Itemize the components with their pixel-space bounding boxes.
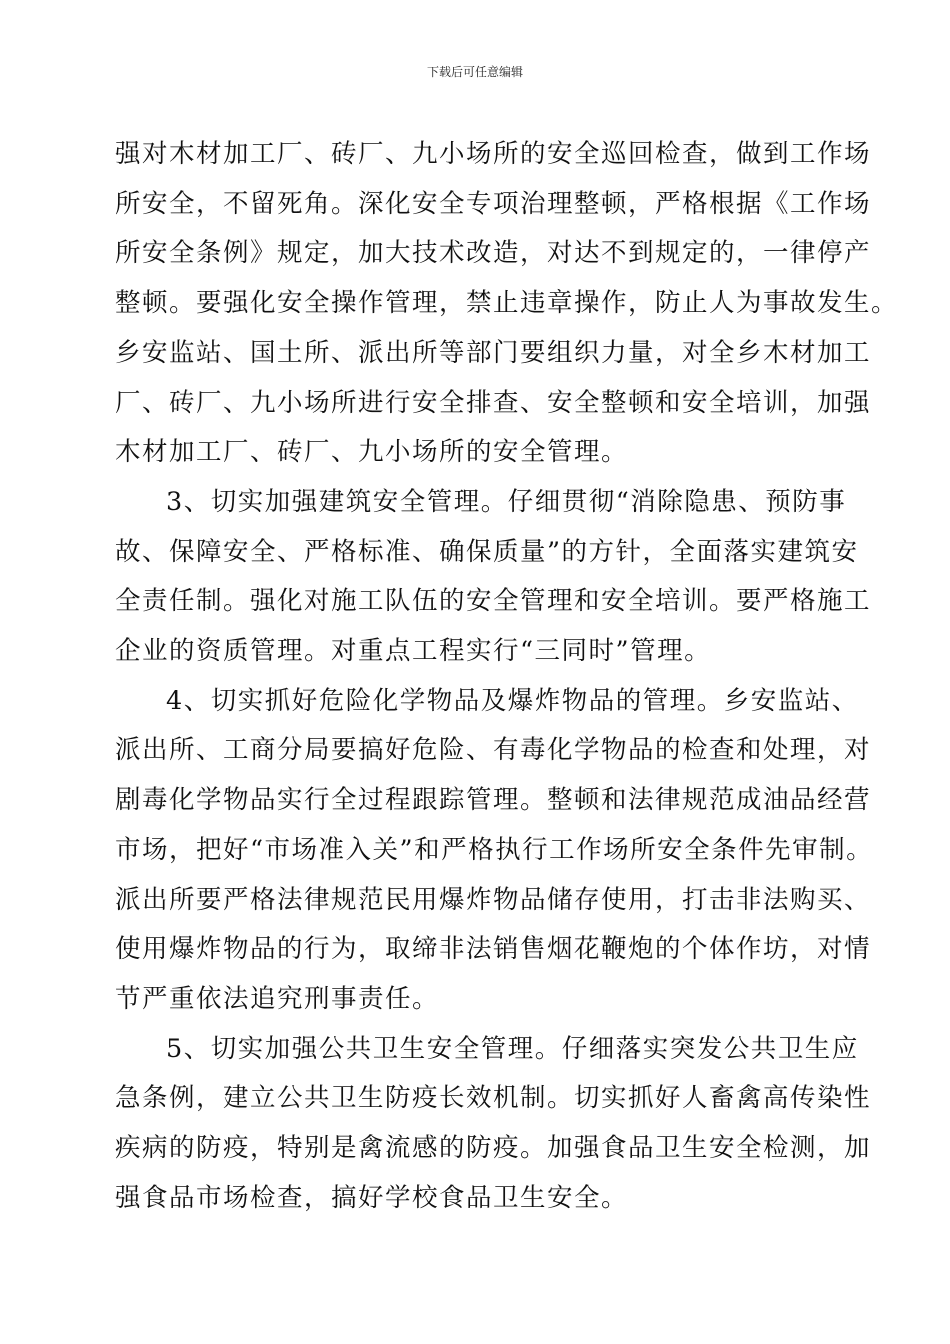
text-line: 整顿。要强化安全操作管理，禁止违章操作，防止人为事故发生。 (115, 288, 899, 319)
text-line: 4、切实抓好危险化学物品及爆炸物品的管理。乡安监站、 (166, 685, 859, 716)
text-line: 所安全条例》规定，加大技术改造，对达不到规定的，一律停产 (115, 238, 872, 269)
text-line: 强对木材加工厂、砖厂、九小场所的安全巡回检查，做到工作场 (115, 139, 872, 169)
page-header-note: 下载后可任意编辑 (426, 65, 523, 79)
text-line: 使用爆炸物品的行为，取缔非法销售烟花鞭炮的个体作坊，对情 (115, 934, 872, 965)
text-line: 节严重依法追究刑事责任。 (115, 983, 440, 1014)
text-line: 急条例，建立公共卫生防疫长效机制。切实抓好人畜禽高传染性 (115, 1083, 872, 1114)
text-line: 派出所要严格法律规范民用爆炸物品储存使用，打击非法购买、 (115, 884, 872, 915)
paragraph-hazardous-chemicals (115, 677, 874, 1025)
text-line: 市场，把好“市场准入关”和严格执行工作场所安全条件先审制。 (115, 834, 874, 865)
text-line: 全责任制。强化对施工队伍的安全管理和安全培训。要严格施工 (115, 586, 872, 617)
text-line: 故、保障安全、严格标准、确保质量”的方针，全面落实建筑安 (115, 536, 859, 567)
text-line: 剧毒化学物品实行全过程跟踪管理。整顿和法律规范成油品经营 (115, 785, 872, 816)
text-line: 企业的资质管理。对重点工程实行“三同时”管理。 (115, 636, 712, 667)
paragraph-construction-safety (115, 478, 872, 677)
text-line: 5、切实加强公共卫生安全管理。仔细落实突发公共卫生应 (166, 1033, 859, 1064)
text-line: 厂、砖厂、九小场所进行安全排查、安全整顿和安全培训，加强 (115, 387, 872, 418)
text-line: 疾病的防疫，特别是禽流感的防疫。加强食品卫生安全检测，加 (115, 1133, 872, 1164)
paragraph-public-health (115, 1025, 872, 1224)
paragraph-continued-safety-inspection (115, 130, 899, 478)
document-body (115, 130, 899, 1223)
text-line: 木材加工厂、砖厂、九小场所的安全管理。 (115, 437, 629, 468)
text-line: 3、切实加强建筑安全管理。仔细贯彻“消除隐患、预防事 (166, 486, 847, 517)
text-line: 所安全，不留死角。深化安全专项治理整顿，严格根据《工作场 (115, 188, 872, 219)
text-line: 派出所、工商分局要搞好危险、有毒化学物品的检查和处理，对 (115, 735, 872, 766)
text-line: 乡安监站、国土所、派出所等部门要组织力量，对全乡木材加工 (115, 337, 872, 368)
text-line: 强食品市场检查，搞好学校食品卫生安全。 (115, 1182, 629, 1213)
